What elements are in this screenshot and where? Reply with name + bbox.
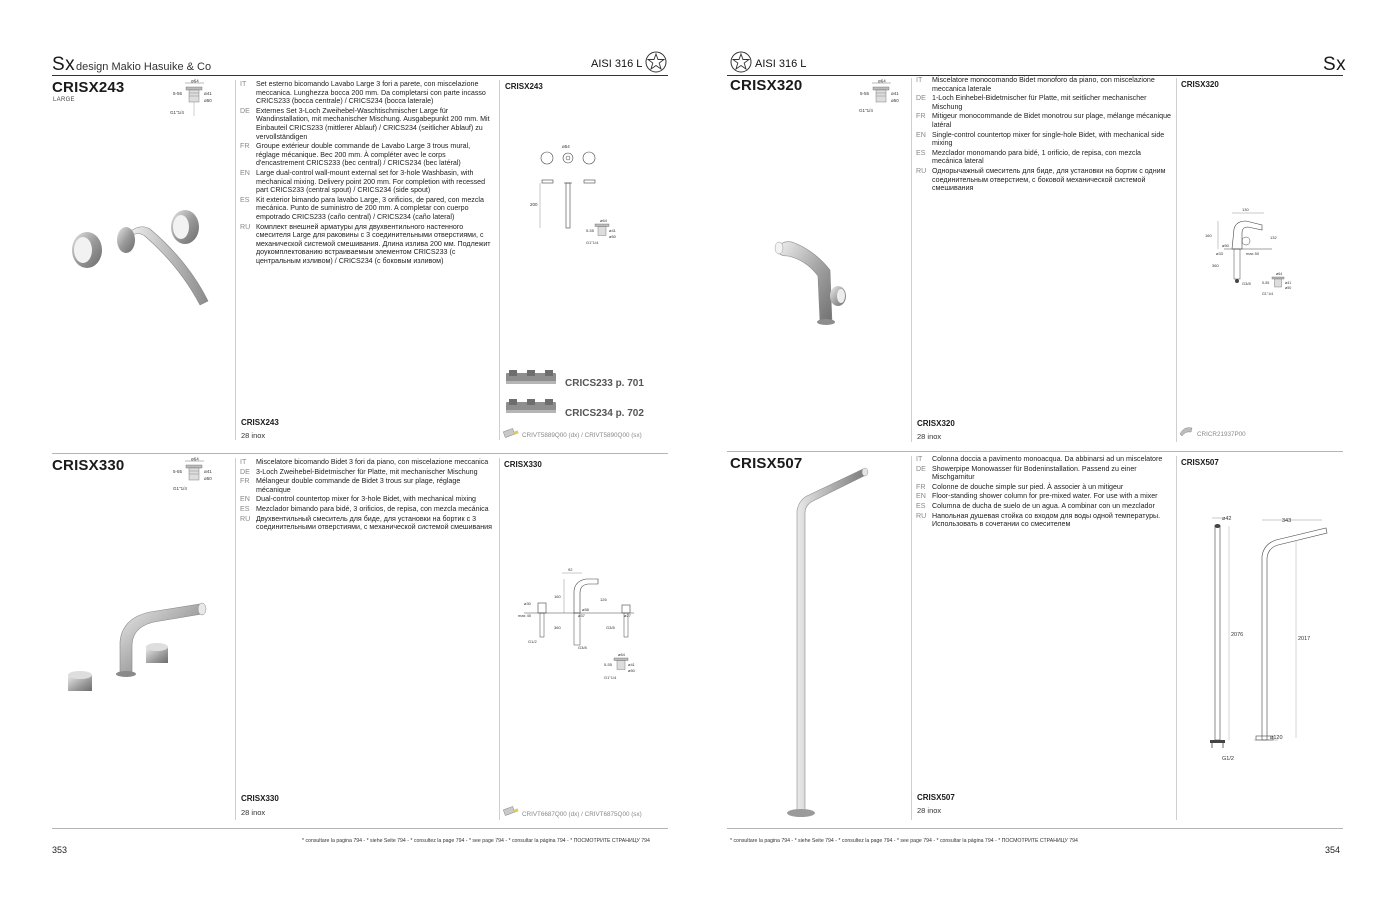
footer-rule: [52, 828, 668, 829]
description-row: [916, 149, 1171, 166]
description-text: Комплект внешней арматуры для двухвентильного настенного смесителя Large для раковины с 3 соединительными отверстиями, с механической системой смешивания. Длина излива 200 мм. Подлежит доукомплектованию встраиваемым элементом CRICS233 (с центральным изливом) / CRICS234 (с боковым изливом): [256, 222, 491, 265]
description-row: [916, 512, 1171, 529]
finish-label: 28 inox: [241, 431, 266, 440]
dimension-label: G1/2: [528, 639, 537, 644]
language-code: FR: [240, 142, 250, 151]
spare-part-codes: CRICR21937P00: [1197, 431, 1246, 438]
dimension-label: 200: [530, 202, 538, 207]
description-row: [240, 107, 492, 141]
product-photo: [770, 230, 870, 330]
description-text: Externes Set 3-Loch Zweihebel-Waschtischmischer Large für Wandinstallation, mit mechanischer Mischung. Ausgabepunkt 200 mm. Mit Einbauteil CRICS233 (mittlerer Ablauf) / CRICS234 (seitlicher Ablauf) zu vervollständigen: [256, 106, 490, 141]
spare-part-codes: CRIVT5889Q00 (dx) / CRIVT5890Q00 (sx): [522, 432, 642, 439]
drawing-title: CRISX243: [505, 82, 543, 91]
column-divider: [911, 78, 912, 442]
waste-label: ø50: [891, 98, 899, 103]
waste-label: 5-55: [173, 469, 183, 474]
description-text: Set esterno bicomando Lavabo Large 3 fori a parete, con miscelazione meccanica. Lunghezza bocca 200 mm. Da completarsi con parte incasso CRICS233 (bocca centrale) / CRICS234 (bocca laterale): [256, 80, 486, 106]
dimension-label: ø30: [524, 601, 531, 606]
finish-label: 28 inox: [917, 432, 942, 441]
description-text: Groupe extérieur double commande de Lavabo Large 3 trous mural, réglage mécanique. Bec 200 mm. À compléter avec le corps d'encastrement CRICS233 (bec central) / CRICS234 (bec latéral): [256, 142, 471, 168]
language-code: RU: [916, 511, 927, 520]
language-code: IT: [240, 80, 247, 88]
language-code: DE: [240, 106, 250, 115]
waste-label: ø64: [191, 457, 199, 462]
section-divider: [52, 453, 668, 454]
spare-part-icon: [502, 804, 520, 818]
drawing-title: CRISX330: [504, 460, 542, 469]
waste-diagram: [857, 79, 905, 121]
material-label: AISI 316 L: [755, 58, 807, 70]
description-row: [916, 94, 1171, 111]
section-divider: [727, 451, 1343, 452]
footer-product-code: CRISX243: [241, 418, 279, 427]
waste-label: ø64: [1276, 272, 1283, 276]
recessed-part-image: [504, 367, 558, 389]
waste-label: 5-55: [586, 228, 595, 233]
drawing-title: CRISX320: [1181, 80, 1219, 89]
page-number: 354: [1325, 845, 1341, 855]
dimension-label: max 40: [518, 613, 532, 618]
dimension-label: ø37: [578, 613, 585, 618]
waste-label: G1"1/4: [604, 675, 617, 680]
description-row: [240, 196, 492, 222]
language-code: ES: [916, 148, 926, 157]
description-text: Floor-standing shower column for pre-mixed water. For use with a mixer: [932, 492, 1158, 501]
language-code: ES: [240, 195, 250, 204]
dimension-label: ø50: [1222, 243, 1229, 248]
dimension-label: max 50: [1246, 251, 1260, 256]
waste-label: 5-55: [173, 91, 183, 96]
dimension-label: 160: [1205, 233, 1212, 238]
description-row: [240, 223, 492, 266]
description-row: [240, 142, 492, 168]
footer-product-code: CRISX507: [917, 793, 955, 802]
dimension-label: ø42: [1222, 516, 1232, 522]
waste-label: 5-55: [604, 662, 613, 667]
column-divider: [1176, 456, 1177, 820]
page-number: 353: [52, 845, 68, 855]
description-row: [916, 76, 1171, 93]
waste-label: 5-55: [860, 91, 870, 96]
description-row: [916, 483, 1171, 492]
waste-label: ø50: [609, 234, 616, 239]
description-row: [240, 495, 492, 504]
description-text: Columna de ducha de suelo de un agua. A combinar con un mezclador: [932, 501, 1155, 510]
accessory-reference[interactable]: CRICS234 p. 702: [565, 408, 644, 419]
brand-name: Sx: [1323, 54, 1347, 75]
language-code: IT: [916, 455, 923, 463]
finish-label: 28 inox: [917, 806, 942, 815]
spare-part-icon: [502, 427, 520, 439]
language-code: EN: [916, 492, 926, 501]
header-rule: [52, 75, 668, 76]
language-code: ES: [916, 501, 926, 510]
dimension-label: 360: [1212, 263, 1219, 268]
technical-drawing: [1202, 205, 1312, 300]
description-text: Miscelatore monocomando Bidet monoforo da piano, con miscelazione meccanica laterale: [932, 76, 1155, 93]
waste-diagram: [170, 79, 218, 121]
description-text: 1-Loch Einhebel-Bidetmischer für Platte, mit seitlicher mechanischer Mischung: [932, 94, 1147, 111]
dimension-label: 130: [1242, 207, 1249, 212]
column-divider: [911, 456, 912, 820]
right-page: [697, 0, 1394, 900]
technical-drawing: [1202, 510, 1332, 765]
description-block: [916, 76, 1171, 194]
description-block: [240, 458, 492, 533]
description-text: Colonna doccia a pavimento monoacqua. Da abbinarsi ad un miscelatore: [932, 455, 1163, 463]
dimension-label: ø33: [1216, 251, 1223, 256]
spare-part-icon: [1178, 424, 1194, 438]
language-code: FR: [916, 112, 926, 121]
waste-label: ø50: [1285, 286, 1292, 290]
description-row: [916, 131, 1171, 148]
waste-label: ø41: [609, 228, 616, 233]
designer-credit: design Makio Hasuike & Co: [76, 61, 212, 73]
technical-drawing: [514, 565, 644, 685]
language-code: IT: [916, 76, 923, 84]
language-code: RU: [240, 222, 251, 231]
footer-product-code: CRISX330: [241, 794, 279, 803]
description-row: [240, 477, 492, 494]
footnote: * consultare la pagina 794 - * siehe Seite 794 - * consultez la page 794 - * see page 794 - * consultar la página 794 - * ПОСМОТРИТЕ СТРАНИЦУ 794: [302, 838, 650, 844]
waste-label: ø50: [628, 668, 635, 673]
technical-drawing: [520, 140, 630, 250]
waste-label: ø64: [878, 79, 886, 84]
finish-label: 28 inox: [241, 808, 266, 817]
description-text: Single-control countertop mixer for single-hole Bidet, with mechanical side mixing: [932, 130, 1165, 148]
product-photo: [60, 205, 220, 320]
dimension-label: 360: [554, 625, 561, 630]
dimension-label: ø120: [1270, 735, 1283, 741]
dimension-label: ø54: [562, 144, 570, 149]
language-code: IT: [240, 458, 247, 466]
dimension-label: G3/8: [578, 645, 587, 650]
waste-label: ø50: [204, 476, 212, 481]
description-text: Mélangeur double commande de Bidet 3 trous sur plage, réglage mécanique: [256, 477, 461, 494]
description-row: [240, 505, 492, 514]
recessed-part-image: [504, 396, 558, 418]
description-text: Двухвентильный смеситель для биде, для установки на бортик с 3 соединительными отверстиями, с механической системой смешивания: [256, 514, 492, 532]
description-row: [240, 169, 492, 195]
description-row: [240, 515, 492, 532]
description-row: [240, 80, 492, 106]
dimension-label: G1/2: [1222, 756, 1234, 762]
description-row: [240, 458, 492, 467]
language-code: DE: [916, 94, 926, 103]
waste-label: ø50: [204, 98, 212, 103]
description-row: [240, 468, 492, 477]
dimension-label: G3/8: [606, 625, 615, 630]
waste-label: ø64: [618, 652, 625, 657]
description-text: Mezclador bimando para bidé, 3 orificios, de repisa, con mezcla mecánica: [256, 504, 489, 513]
language-code: FR: [240, 477, 250, 486]
description-text: Dual-control countertop mixer for 3-hole Bidet, with mechanical mixing: [256, 495, 477, 504]
product-photo: [60, 592, 220, 702]
waste-label: ø41: [204, 91, 212, 96]
waste-diagram: [170, 457, 218, 499]
column-divider: [235, 458, 236, 820]
footer-rule: [727, 828, 1343, 829]
dimension-label: 92: [568, 567, 573, 572]
waste-label: 5-55: [1262, 281, 1270, 285]
waste-label: ø64: [191, 79, 199, 84]
description-text: 3-Loch Zweihebel-Bidetmischer für Platte, mit mechanischer Mischung: [256, 467, 478, 476]
language-code: RU: [916, 166, 927, 175]
column-divider: [1176, 78, 1177, 442]
waste-label: G1"1/4: [586, 240, 599, 245]
description-row: [916, 492, 1171, 501]
waste-label: ø41: [891, 91, 899, 96]
accessory-reference[interactable]: CRICS233 p. 701: [565, 378, 644, 389]
description-row: [916, 502, 1171, 511]
product-photo: [787, 465, 877, 825]
footnote: * consultare la pagina 794 - * siehe Seite 794 - * consultez la page 794 - * see page 794 - * consultar la página 794 - * ПОСМОТРИТЕ СТРАНИЦУ 794: [730, 838, 1078, 844]
description-text: Colonne de douche simple sur pied. À associer à un mitigeur: [932, 482, 1124, 491]
description-text: Large dual-control wall-mount external set for 3-hole Washbasin, with mechanical mixing. Delivery point 200 mm. For completion with recessed part CRICS233 (central spout) / CRICS234 (side spout): [256, 168, 486, 195]
dimension-label: 132: [1270, 235, 1277, 240]
dimension-label: 2076: [1231, 632, 1244, 638]
description-block: [240, 80, 492, 266]
product-code: CRISX330: [52, 457, 125, 474]
dimension-label: 126: [600, 597, 607, 602]
waste-label: G1"1/4: [173, 486, 187, 491]
language-code: DE: [916, 464, 926, 473]
dimension-label: 160: [554, 594, 561, 599]
material-star-icon: [730, 51, 752, 73]
waste-label: ø64: [600, 218, 607, 223]
dimension-label: 343: [1282, 518, 1292, 524]
description-text: Mitigeur monocommande de Bidet monotrou sur plage, mélange mécanique latéral: [932, 112, 1171, 129]
language-code: EN: [916, 130, 926, 139]
material-label: AISI 316 L: [591, 58, 643, 70]
language-code: ES: [240, 504, 250, 513]
column-divider: [499, 458, 500, 820]
description-block: [916, 455, 1171, 530]
waste-label: ø41: [1285, 281, 1292, 285]
product-code: CRISX507: [730, 455, 803, 472]
description-text: Showerpipe Monowasser für Bodeninstallation. Passend zu einer Mischgarnitur: [932, 464, 1137, 482]
column-divider: [235, 80, 236, 440]
dimension-label: G3/8: [1242, 281, 1251, 286]
dimension-label: ø27: [624, 613, 631, 618]
language-code: EN: [240, 168, 250, 177]
description-text: Однорычажный смеситель для биде, для установки на бортик с одним соединительным отверстием, с боковой механической системой смешивания: [932, 166, 1166, 193]
brand-name: Sx: [52, 54, 76, 75]
description-row: [916, 167, 1171, 193]
description-text: Kit exterior bimando para lavabo Large, 3 orificios, de pared, con mezcla mecánica. Punto de suministro de 200 mm. A completar con cuerpo empotrado CRICS233 (caño central) / CRICS234 (caño lateral): [256, 195, 484, 221]
spare-part-codes: CRIVT6687Q00 (dx) / CRIVT6875Q00 (sx): [522, 811, 642, 818]
product-code: CRISX243: [52, 79, 125, 96]
waste-label: G1"1/4: [1262, 292, 1274, 296]
waste-label: G1"1/4: [859, 108, 873, 113]
drawing-title: CRISX507: [1181, 458, 1219, 467]
waste-label: ø41: [204, 469, 212, 474]
footer-product-code: CRISX320: [917, 419, 955, 428]
description-row: [916, 465, 1171, 482]
description-text: Mezclador monomando para bidé, 1 orificio, de repisa, con mezcla mecánica lateral: [932, 148, 1141, 166]
size-label: LARGE: [53, 97, 75, 103]
description-row: [916, 455, 1171, 464]
column-divider: [499, 80, 500, 440]
language-code: EN: [240, 495, 250, 504]
description-text: Напольная душевая стойка со входом для воды одной температуры. Использовать в сочетании со смесителем: [932, 511, 1161, 529]
waste-label: ø41: [628, 662, 635, 667]
description-row: [916, 112, 1171, 129]
material-star-icon: [645, 51, 667, 73]
dimension-label: ø58: [582, 607, 589, 612]
description-text: Miscelatore bicomando Bidet 3 fori da piano, con miscelazione meccanica: [256, 458, 489, 466]
dimension-label: 2017: [1298, 636, 1311, 642]
language-code: DE: [240, 467, 250, 476]
waste-label: G1"1/4: [170, 110, 184, 115]
product-code: CRISX320: [730, 77, 803, 94]
language-code: FR: [916, 482, 926, 491]
language-code: RU: [240, 514, 251, 523]
